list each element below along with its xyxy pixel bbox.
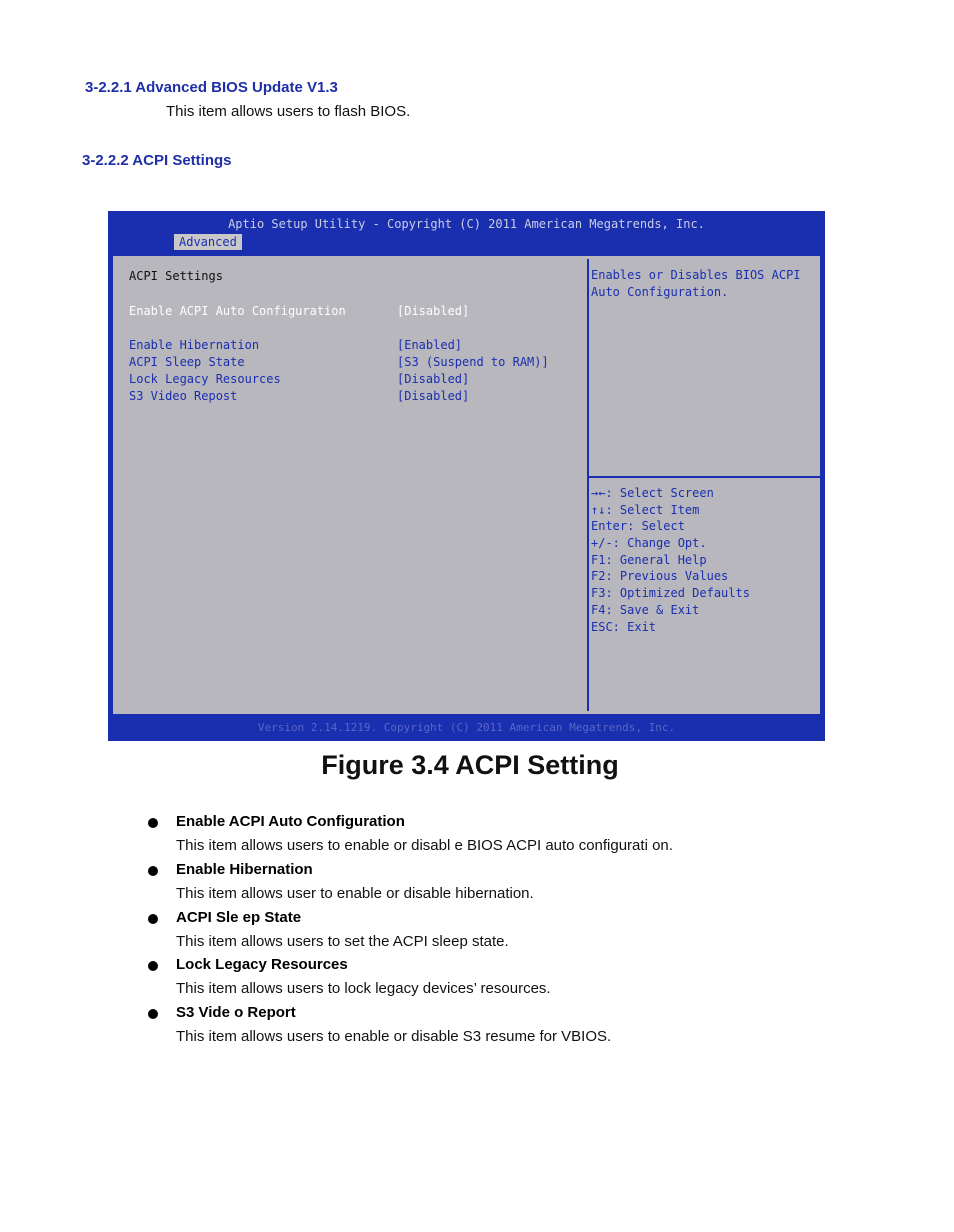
option-label: Enable Hibernation bbox=[129, 338, 260, 352]
key-hint: F4: Save & Exit bbox=[591, 602, 700, 617]
bullet-dot-icon bbox=[148, 914, 158, 924]
key-hint: F1: General Help bbox=[591, 552, 707, 567]
key-hint: Enter: Select bbox=[591, 519, 685, 534]
bullet-description: This item allows users to enable or disabl e BIOS ACPI auto configurati on. bbox=[176, 837, 673, 854]
bios-option-lock-legacy[interactable] bbox=[129, 372, 569, 388]
bios-divider-horizontal bbox=[589, 476, 821, 478]
key-hint: ESC: Exit bbox=[591, 619, 657, 634]
option-value: [Disabled] bbox=[397, 389, 470, 403]
section-text-bios-update: This item allows users to flash BIOS. bbox=[166, 103, 411, 120]
bios-option-acpi-sleep-state[interactable] bbox=[129, 355, 569, 371]
bios-screenshot bbox=[108, 211, 825, 741]
option-label: S3 Video Repost bbox=[129, 389, 238, 403]
bullet-dot-icon bbox=[148, 961, 158, 971]
option-value: [Enabled] bbox=[397, 338, 463, 352]
bullet-dot-icon bbox=[148, 818, 158, 828]
section-heading-acpi: 3-2.2.2 ACPI Settings bbox=[82, 152, 232, 169]
key-hint: F3: Optimized Defaults bbox=[591, 586, 750, 601]
option-value: [Disabled] bbox=[397, 304, 470, 318]
bullet-description: This item allows users to lock legacy devices’ resources. bbox=[176, 980, 551, 997]
bios-section-label: ACPI Settings bbox=[129, 269, 223, 283]
bullet-description: This item allows user to enable or disable hibernation. bbox=[176, 885, 534, 902]
bullet-description: This item allows users to set the ACPI sleep state. bbox=[176, 933, 509, 950]
figure-caption: Figure 3.4 ACPI Setting bbox=[321, 750, 619, 780]
bullet-dot-icon bbox=[148, 1009, 158, 1019]
bios-body bbox=[111, 254, 822, 716]
option-value: [S3 (Suspend to RAM)] bbox=[397, 355, 549, 369]
key-hint: +/-: Change Opt. bbox=[591, 536, 707, 551]
key-hint: →←: Select Screen bbox=[591, 486, 714, 500]
bullet-dot-icon bbox=[148, 866, 158, 876]
bios-divider-vertical bbox=[587, 259, 589, 711]
bullet-title: ACPI Sle ep State bbox=[176, 909, 302, 926]
bios-option-s3-video-repost[interactable] bbox=[129, 389, 569, 405]
key-hint: ↑↓: Select Item bbox=[591, 502, 700, 517]
tab-advanced[interactable]: Advanced bbox=[174, 234, 242, 250]
bios-header bbox=[108, 211, 825, 253]
key-hint: F2: Previous Values bbox=[591, 569, 729, 584]
bullet-title: Lock Legacy Resources bbox=[176, 956, 348, 973]
bios-title: Aptio Setup Utility - Copyright (C) 2011 American Megatrends, Inc. bbox=[228, 217, 705, 231]
option-label: ACPI Sleep State bbox=[129, 355, 245, 369]
bios-help-text: Enables or Disables BIOS ACPI Auto Configuration. bbox=[591, 268, 808, 299]
option-value: [Disabled] bbox=[397, 372, 470, 386]
bullet-title: Enable Hibernation bbox=[176, 861, 313, 878]
bullet-title: S3 Vide o Report bbox=[176, 1004, 296, 1021]
section-heading-bios-update: 3-2.2.1 Advanced BIOS Update V1.3 bbox=[85, 79, 338, 96]
bullet-description: This item allows users to enable or disable S3 resume for VBIOS. bbox=[176, 1028, 612, 1045]
bios-option-enable-acpi-auto[interactable] bbox=[129, 304, 569, 320]
option-label: Enable ACPI Auto Configuration bbox=[129, 304, 346, 318]
bios-key-legend bbox=[591, 485, 817, 635]
bullet-title: Enable ACPI Auto Configuration bbox=[176, 813, 405, 830]
option-label: Lock Legacy Resources bbox=[129, 372, 281, 386]
bios-footer: Version 2.14.1219. Copyright (C) 2011 American Megatrends, Inc. bbox=[257, 721, 676, 734]
bios-option-enable-hibernation[interactable] bbox=[129, 338, 569, 354]
